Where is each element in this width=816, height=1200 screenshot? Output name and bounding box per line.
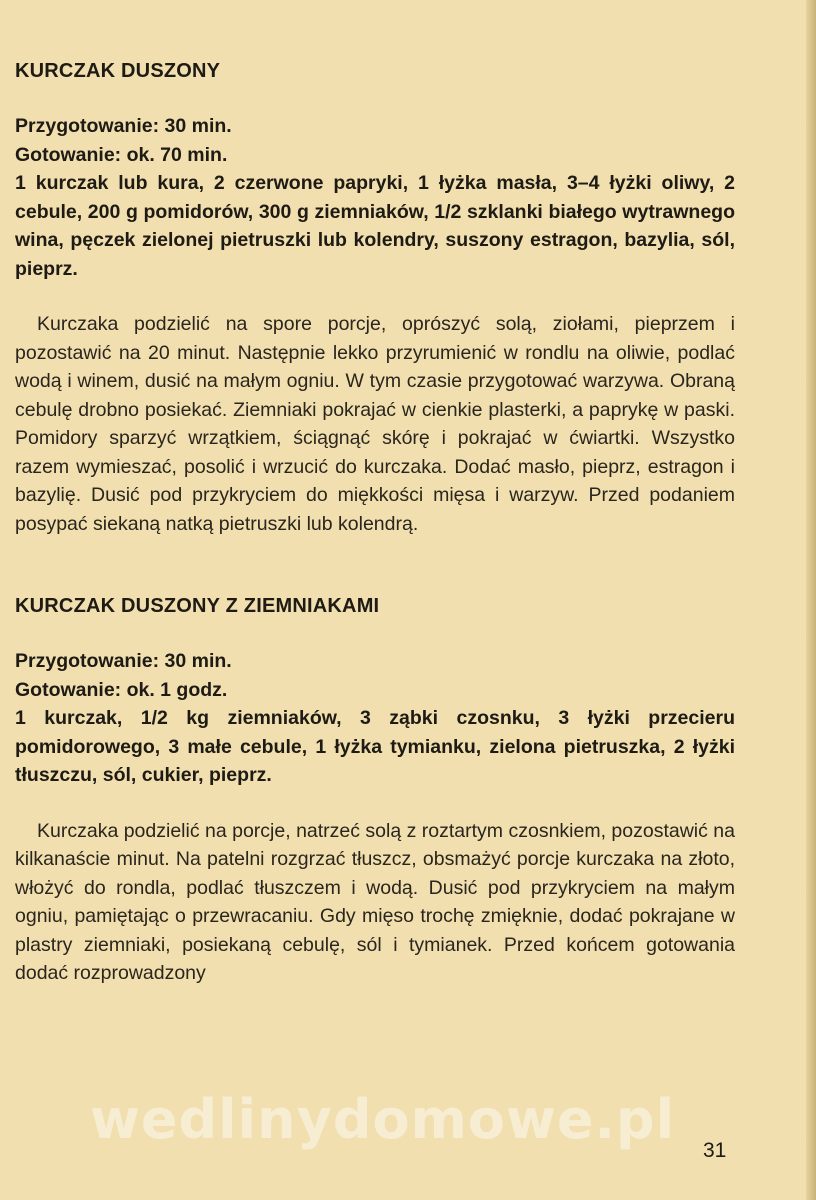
recipe-2-cook-time: Gotowanie: ok. 1 godz. bbox=[15, 678, 228, 701]
recipe-2-title: KURCZAK DUSZONY Z ZIEMNIAKAMI bbox=[15, 595, 380, 617]
recipe-1-cook-time: Gotowanie: ok. 70 min. bbox=[15, 143, 228, 166]
recipe-2-prep-time: Przygotowanie: 30 min. bbox=[15, 650, 232, 672]
page-number: 31 bbox=[703, 1139, 727, 1162]
page-content bbox=[15, 55, 735, 988]
recipe-1-title: KURCZAK DUSZONY bbox=[15, 60, 221, 82]
recipe-1-instructions: Kurczaka podzielić na spore porcje, oprószyć solą, ziołami, pieprzem i pozostawić na 20 minut. Następnie lekko przyrumienić w rondlu na oliwie, podlać wodą i winem, dusić na małym ogniu. W tym czasie przygotować warzywa. Obraną cebulę drobno posiekać. Ziemniaki pokrajać w cienkie plasterki, a paprykę w paski. Pomidory sparzyć wrzątkiem, ściągnąć skórę i pokrajać w ćwiartki. Wszystko razem wymieszać, posolić i wrzucić do kurczaka. Dodać masło, pieprz, estragon i bazylię. Dusić pod przykryciem do miękkości mięsa i warzyw. Przed podaniem posypać siekaną natką pietruszki lub kolendrą. bbox=[15, 313, 735, 535]
recipe-1-ingredients: 1 kurczak lub kura, 2 czerwone papryki, 1 łyżka masła, 3–4 łyżki oliwy, 2 cebule, 200 g pomidorów, 300 g ziemniaków, 1/2 szklanki białego wytrawnego wina, pęczek zielonej pietruszki lub kolendry, suszony estragon, bazylia, sól, pieprz. bbox=[15, 172, 735, 280]
watermark: wedlinydomowe.pl bbox=[90, 1088, 676, 1151]
recipe-2 bbox=[15, 590, 735, 988]
recipe-2-instructions: Kurczaka podzielić na porcje, natrzeć solą z roztartym czosnkiem, pozostawić na kilkanaście minut. Na patelni rozgrzać tłuszcz, obsmażyć porcje kurczaka na złoto, włożyć do rondla, podlać tłuszczem i wodą. Dusić pod przykryciem na małym ogniu, pamiętając o przewracaniu. Gdy mięso trochę zmięknie, dodać pokrajane w plastry ziemniaki, posiekaną cebulę, sól i tymianek. Przed końcem gotowania dodać rozprowadzony bbox=[15, 819, 735, 984]
recipe-1 bbox=[15, 55, 735, 538]
recipe-2-ingredients: 1 kurczak, 1/2 kg ziemniaków, 3 ząbki czosnku, 3 łyżki przecieru pomidorowego, 3 małe cebule, 1 łyżka tymianku, zielona pietruszka, 2 łyżki tłuszczu, sól, cukier, pieprz. bbox=[15, 707, 735, 786]
page-edge bbox=[806, 0, 816, 1200]
recipe-1-prep-time: Przygotowanie: 30 min. bbox=[15, 115, 232, 137]
